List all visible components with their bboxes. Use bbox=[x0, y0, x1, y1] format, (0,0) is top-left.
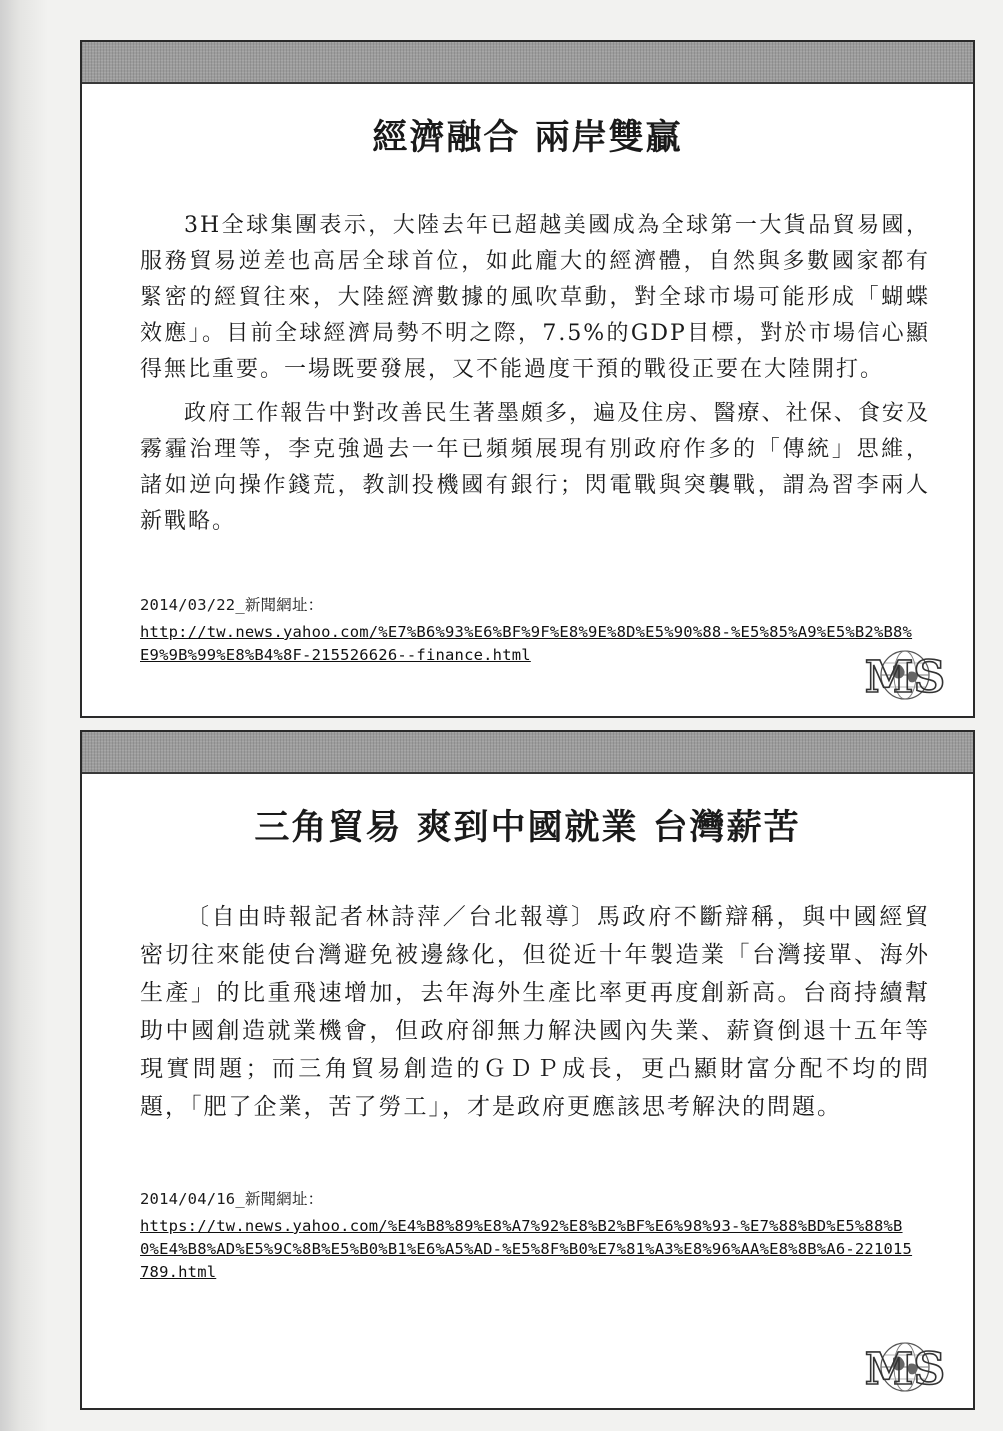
article-body bbox=[140, 898, 930, 1134]
article-paragraph: 3H全球集團表示，大陸去年已超越美國成為全球第一大貨品貿易國，服務貿易逆差也高居全球首位，如此龐大的經濟體，自然與多數國家都有緊密的經貿往來，大陸經濟數據的風吹草動，對全球市場可能形成「蝴蝶效應」。目前全球經濟局勢不明之際，7.5%的GDP目標，對於市場信心顯得無比重要。一場既要發展，又不能過度干預的戰役正要在大陸開打。 bbox=[140, 213, 930, 382]
article-card bbox=[80, 730, 975, 1410]
article-headline: 三角貿易 爽到中國就業 台灣薪苦 bbox=[254, 807, 801, 848]
article-paragraph: 政府工作報告中對改善民生著墨頗多，遍及住房、醫療、社保、食安及霧霾治理等，李克強過去一年已頻頻展現有別政府作多的「傳統」思維，諸如逆向操作錢荒，教訓投機國有銀行；閃電戰與突襲戰，謂為習李兩人新戰略。 bbox=[140, 401, 930, 534]
logo-text: MS bbox=[864, 1344, 946, 1395]
page-binding-edge bbox=[0, 0, 48, 1431]
globe-logo-icon bbox=[845, 644, 965, 706]
article-card bbox=[80, 40, 975, 718]
ms-globe-logo bbox=[845, 644, 965, 706]
card-header-bar bbox=[82, 42, 973, 84]
article-headline: 經濟融合 兩岸雙贏 bbox=[372, 117, 683, 158]
article-source bbox=[140, 594, 920, 667]
card-header-bar bbox=[82, 732, 973, 774]
article-body bbox=[140, 208, 930, 548]
source-link[interactable]: http://tw.news.yahoo.com/%E7%B6%93%E6%BF%9F%E8%9E%8D%E5%90%88-%E5%85%A9%E5%B2%B8%E9%9B%99%E8%B4%8F-215526626--finance.html bbox=[140, 623, 913, 664]
article-source bbox=[140, 1188, 920, 1284]
logo-text: MS bbox=[864, 652, 946, 703]
source-label: 2014/04/16_新聞網址： bbox=[140, 1190, 324, 1208]
ms-globe-logo bbox=[845, 1336, 965, 1398]
article-paragraph: 〔自由時報記者林詩萍／台北報導〕馬政府不斷辯稱，與中國經貿密切往來能使台灣避免被邊緣化，但從近十年製造業「台灣接單、海外生產」的比重飛速增加，去年海外生產比率更再度創新高。台商持續幫助中國創造就業機會，但政府卻無力解決國內失業、薪資倒退十五年等現實問題；而三角貿易創造的ＧＤＰ成長，更凸顯財富分配不均的問題，「肥了企業，苦了勞工」，才是政府更應該思考解決的問題。 bbox=[140, 904, 930, 1120]
source-label: 2014/03/22_新聞網址： bbox=[140, 596, 324, 614]
globe-logo-icon bbox=[845, 1336, 965, 1398]
source-link[interactable]: https://tw.news.yahoo.com/%E4%B8%89%E8%A7%92%E8%B2%BF%E6%98%93-%E7%88%BD%E5%88%B0%E4%B8%AD%E5%9C%8B%E5%B0%B1%E6%A5%AD-%E5%8F%B0%E7%81%A3%E8%96%AA%E8%8B%A6-221015789.html bbox=[140, 1217, 913, 1281]
